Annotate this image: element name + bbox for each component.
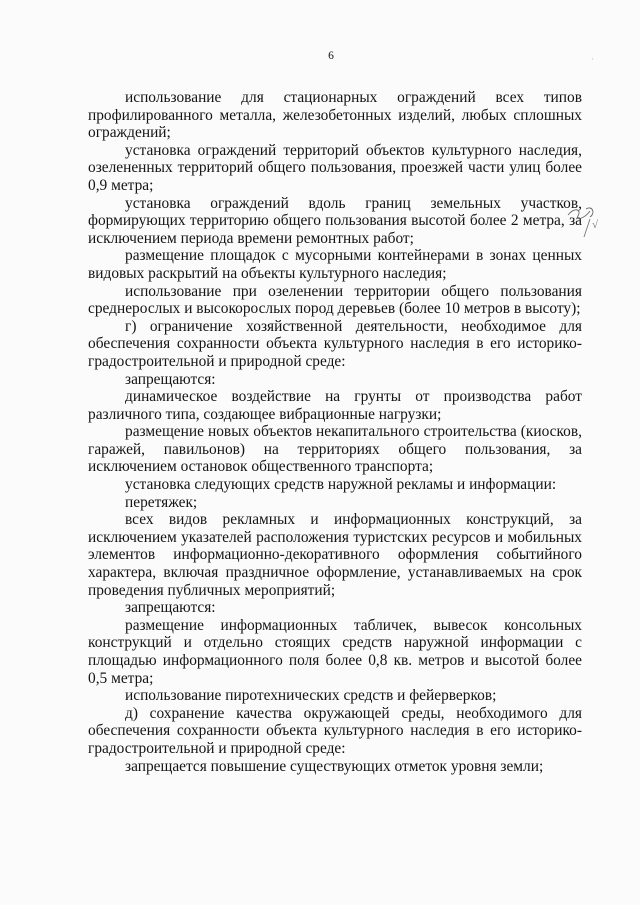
page-number: 6 <box>328 50 334 62</box>
paragraph: установка ограждений вдоль границ земельных участков, формирующих территорию общего пользования высотой более 2 метра, за исключением периода времени ремонтных работ; <box>88 194 582 247</box>
paragraph: установка ограждений территорий объектов культурного наследия, озелененных территорий общего пользования, проезжей части улиц более 0,9 метра; <box>88 141 582 194</box>
paragraph: запрещается повышение существующих отметок уровня земли; <box>125 757 544 775</box>
paragraph: размещение площадок с мусорными контейнерами в зонах ценных видовых раскрытий на объекты культурного наследия; <box>88 247 582 282</box>
paragraph: запрещаются: <box>125 599 216 617</box>
paragraph: г) ограничение хозяйственной деятельности, необходимое для обеспечения сохранности объекта культурного наследия в его историко-градостроительной и природной среде: <box>88 317 582 370</box>
paragraph: размещение новых объектов некапитального строительства (киосков, гаражей, павильонов) на территориях общего пользования, за исключением остановок общественного транспорта; <box>88 423 582 476</box>
document-body <box>88 89 582 775</box>
paragraph: использование пиротехнических средств и фейерверков; <box>125 687 497 705</box>
paragraph: всех видов рекламных и информационных конструкций, за исключением указателей расположения туристских ресурсов и мобильных элементов информационно-декоративного оформления событийного характера, включая праздничное оформление, устанавливаемых на срок проведения публичных мероприятий; <box>88 511 582 599</box>
paragraph: установка следующих средств наружной рекламы и информации: <box>125 476 557 494</box>
paragraph: размещение информационных табличек, вывесок консольных конструкций и отдельно стоящих средств наружной информации с площадью информационного поля более 0,8 кв. метров и высотой более 0,5 метра; <box>88 616 582 687</box>
handwritten-annotation-mark <box>560 203 610 243</box>
paragraph: запрещаются: <box>125 370 216 388</box>
margin-mark: · <box>591 54 594 64</box>
paragraph: д) сохранение качества окружающей среды, необходимого для обеспечения сохранности объекта культурного наследия в его историко-градостроительной и природной среде: <box>88 704 582 757</box>
paragraph: использование при озеленении территории общего пользования среднерослых и высокорослых пород деревьев (более 10 метров в высоту); <box>88 282 582 318</box>
paragraph: динамическое воздействие на грунты от производства работ различного типа, создающее вибрационные нагрузки; <box>88 388 582 423</box>
handwritten-tick-mark: √ <box>592 219 599 231</box>
paragraph: перетяжек; <box>125 493 198 511</box>
paragraph: использование для стационарных ограждений всех типов профилированного металла, железобетонных изделий, любых сплошных ограждений; <box>88 89 582 142</box>
